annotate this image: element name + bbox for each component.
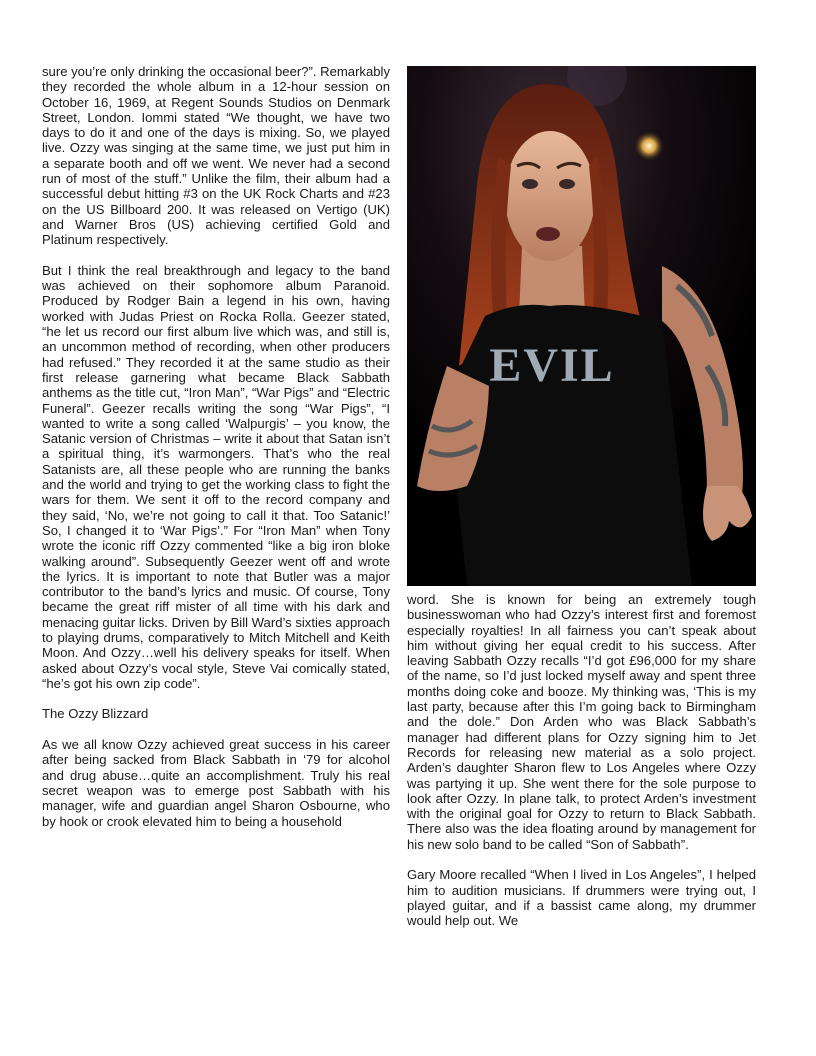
article-paragraph: But I think the real breakthrough and legacy to the band was achieved on their sophomore album Paranoid. Produced by Rodger Bain a legend in his own, having worked with Judas Priest on Rocka Rolla. Geezer stated, “he let us record our first album live which was, and still is, an uncommon method of recording, when other producers had refused.” They recorded it at the same studio as their first release garnering what became Black Sabbath anthems as the title cut, “Iron Man”, “War Pigs” and “Electric Funeral”. Geezer recalls writing the song “War Pigs”, “I wanted to write a song called ‘Walpurgis’ – you know, the Satanic version of Christmas – write it about that Satan isn’t a spiritual thing, it’s warmongers. That’s who the real Satanists are, all these people who are running the banks and the world and trying to get the working class to fight the wars for them. We sent it off to the record company and they said, ‘No, we’re not going to call it that. Too Satanic!’ So, I changed it to ‘War Pigs’.” For “Iron Man” when Tony wrote the iconic riff Ozzy commented “like a big iron bloke walking around”. Subsequently Geezer went off and wrote the lyrics. It is important to note that Butler was a major contributor to the band’s lyrics and music. Of course, Tony became the great riff mister of all time with his dark and menacing guitar licks. Driven by Bill Ward’s sixties approach to playing drums, comparatively to Mitch Mitchell and Keith Moon. And Ozzy…well his delivery speaks for itself. When asked about Ozzy’s vocal style, Steve Vai comically stated, “he’s got his own zip code”. (42, 262, 390, 691)
concert-photo (407, 66, 756, 586)
article-left-column (42, 64, 390, 844)
section-heading: The Ozzy Blizzard (42, 706, 149, 722)
article-paragraph: sure you’re only drinking the occasional beer?”. Remarkably they recorded the whole album in a 12-hour session on October 16, 1969, at Regent Sounds Studios on Denmark Street, London. Iommi stated “We thought, we have two days to do it and one of the days is mixing. So, we played live. Ozzy was singing at the same time, we just put him in a separate booth and off we went. We never had a second run of most of the stuff.” Unlike the film, their album had a successful debut hitting #3 on the UK Rock Charts and #23 on the US Billboard 200. It was released on Vertigo (UK) and Warner Bros (US) achieving certified Gold and Platinum respectively. (42, 64, 390, 248)
article-right-column (407, 592, 756, 944)
article-paragraph: Gary Moore recalled “When I lived in Los Angeles”, I helped him to audition musicians. If drummers were trying out, I played guitar, and if a bassist came along, my drummer would help out. We (407, 867, 756, 929)
shirt-print-text: EVIL (489, 339, 615, 392)
article-paragraph: word. She is known for being an extremely tough businesswoman who had Ozzy’s interest first and foremost especially royalties! In all fairness you can’t speak about him without giving her equal credit to his success. After leaving Sabbath Ozzy recalls “I’d got £96,000 for my share of the name, so I’d just locked myself away and spent three months doing coke and booze. My thinking was, ‘This is my last party, because after this I’m going back to Birmingham and the dole.” Don Arden who was Black Sabbath’s manager had different plans for Ozzy signing him to Jet Records for releasing new material as a solo project. Arden’s daughter Sharon flew to Los Angeles where Ozzy was partying it up. She went there for the sole purpose to look after Ozzy. In plane talk, to protect Arden’s investment with the original goal for Ozzy to return to Black Sabbath. There also was the idea floating around by management for his new solo band to be called “Son of Sabbath”. (407, 592, 756, 852)
article-paragraph: As we all know Ozzy achieved great success in his career after being sacked from Black Sabbath in ‘79 for alcohol and drug abuse…quite an accomplishment. Truly his real secret weapon was to emerge post Sabbath with his manager, wife and guardian angel Sharon Osbourne, who by hook or crook elevated him to being a household (42, 737, 390, 829)
singer-photo-illustration (407, 66, 756, 586)
